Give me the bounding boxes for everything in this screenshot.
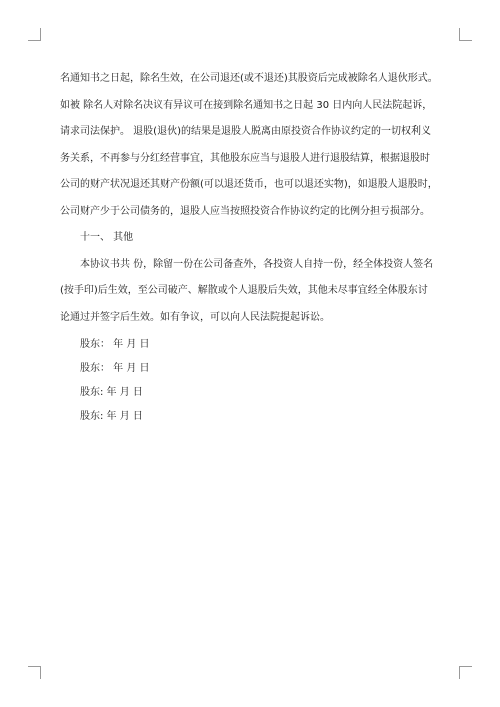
crop-mark-bottom-right	[459, 666, 472, 679]
document-body	[60, 66, 442, 429]
crop-mark-bottom-left	[28, 666, 41, 679]
crop-mark-top-right	[459, 28, 472, 41]
signature-line: 股东： 年 月 日	[80, 339, 150, 350]
section-heading: 十一、 其他	[80, 232, 134, 243]
signature-line: 股东： 年 月 日	[80, 363, 150, 374]
body-line: 务关系，不再参与分红经营事宜，其他股东应当与退股人进行退股结算，根据退股时	[60, 152, 430, 164]
body-line: 请求司法保护。 退股(退伙)的结果是退股人脱离由原投资合作协议约定的一切权利义	[60, 126, 431, 137]
body-line: 名通知书之日起，除名生效，在公司退还(或不退还)其股资后完成被除名人退伙形式。	[60, 73, 438, 84]
signature-line: 股东: 年 月 日	[80, 411, 143, 422]
section-line: 本协议书共 份，除留一份在公司备查外，各投资人自持一份，经全体投资人签名	[80, 258, 434, 270]
section-line: (按手印)后生效，至公司破产、解散或个人退股后失效，其他未尽事宜经全体股东讨	[60, 285, 428, 296]
section-line: 论通过并签字后生效。如有争议，可以向人民法院提起诉讼。	[60, 311, 330, 323]
crop-mark-top-left	[28, 28, 41, 41]
body-line: 如被 除名人对除名决议有异议可在接到除名通知书之日起 30 日内向人民法院起诉，	[60, 99, 433, 111]
signature-line: 股东: 年 月 日	[80, 387, 143, 398]
body-line: 公司财产少于公司债务的，退股人应当按照投资合作协议约定的比例分担亏损部分。	[60, 205, 430, 217]
body-line: 公司的财产状况退还其财产份额(可以退还货币，也可以退还实物)，如退股人退股时，	[60, 179, 438, 190]
signature-block	[60, 333, 442, 429]
